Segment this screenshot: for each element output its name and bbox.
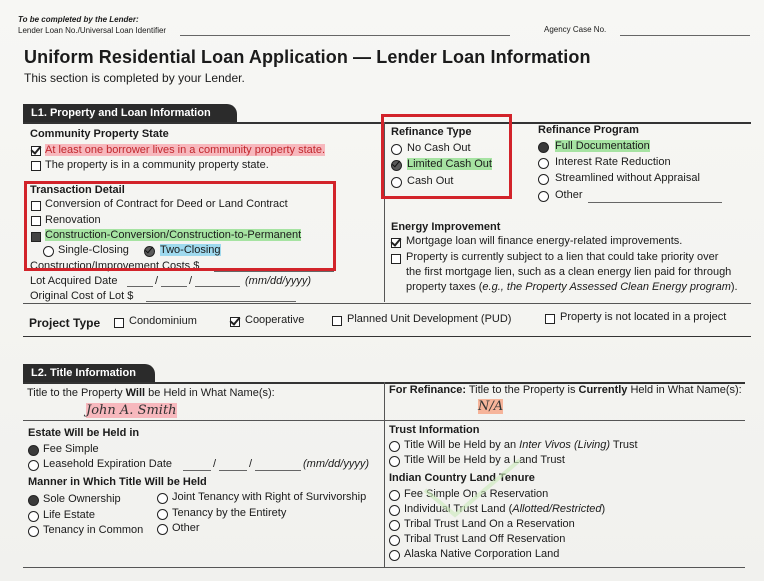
construction-costs-field[interactable] [214,271,334,272]
transaction-detail-annotation [24,181,336,271]
individual-trust-label: Individual Trust Land (Allotted/Restricted) [404,503,606,515]
fee-simple-label: Fee Simple [43,443,99,455]
indian-country-title: Indian Country Land Tenure [389,472,535,484]
no-cash-out-label: No Cash Out [407,142,471,154]
refinance-type-title: Refinance Type [391,126,472,138]
leasehold-label: Leasehold Expiration Date [43,458,173,470]
transaction-detail-title: Transaction Detail [30,184,125,196]
tribal-on-label: Tribal Trust Land On a Reservation [404,518,575,530]
l2-bottom-line [23,567,745,568]
l1-section-tab: L1. Property and Loan Information [23,104,237,123]
energy-opt2-checkbox[interactable] [391,254,401,264]
trans-opt2-label: Renovation [45,214,101,226]
leasehold-mm[interactable] [183,470,211,471]
lot-acquired-label: Lot Acquired Date [30,275,118,287]
agency-case-field[interactable] [620,35,750,36]
other-program-label: Other [555,189,583,201]
energy-opt2-line2: the first mortgage lien, such as a clean energy lien paid for through [406,266,732,278]
title-held-label: Title to the Property Will be Held in What Name(s): [27,387,275,399]
community-opt2-label: The property is in a community property state. [45,159,269,171]
date-slash: / [249,458,253,470]
leasehold-date-format: (mm/dd/yyyy) [303,458,369,470]
condominium-label: Condominium [129,315,197,327]
lot-acquired-mm[interactable] [127,286,153,287]
energy-improvement-title: Energy Improvement [391,221,501,233]
energy-opt2-line1: Property is currently subject to a lien that could take priority over [406,251,719,263]
project-type-label: Project Type [29,316,101,330]
other-program-field[interactable] [588,202,722,203]
leasehold-dd[interactable] [219,470,247,471]
lot-acquired-yyyy[interactable] [195,286,240,287]
trust-title: Trust Information [389,424,480,436]
tenancy-common-radio[interactable] [28,526,39,537]
refinance-type-annotation [381,114,512,199]
pud-checkbox[interactable] [332,316,342,326]
title-name-value[interactable]: John A. Smith [86,403,177,418]
community-opt2-checkbox[interactable] [31,161,41,171]
individual-trust-radio[interactable] [389,505,400,516]
life-estate-radio[interactable] [28,511,39,522]
original-cost-label: Original Cost of Lot $ [30,290,134,302]
land-trust-label: Title Will be Held by a Land Trust [404,454,565,466]
joint-tenancy-radio[interactable] [157,493,168,504]
trans-opt3-label: Construction-Conversion/Construction-to-Permanent [45,229,302,241]
lot-acquired-dd[interactable] [161,286,187,287]
construction-costs-label: Construction/Improvement Costs $ [30,260,200,272]
joint-tenancy-label: Joint Tenancy with Right of Survivorship [172,491,367,503]
project-type-top-line [23,303,751,304]
completed-by-label: To be completed by the Lender: [18,15,139,24]
loan-no-field[interactable] [180,35,510,36]
agency-case-label: Agency Case No. [544,25,607,34]
full-doc-radio[interactable] [538,142,549,153]
refinance-name-value[interactable]: N/A [478,399,504,414]
lot-date-format: (mm/dd/yyyy) [245,275,311,287]
energy-opt1-checkbox[interactable] [391,238,401,248]
l1-bottom-line [23,336,751,337]
cooperative-checkbox[interactable] [230,317,240,327]
energy-opt2-line3: property taxes (e.g., the Property Assessed Clean Energy program). [406,281,738,293]
manner-title: Manner in Which Title Will be Held [28,476,207,488]
interest-rate-label: Interest Rate Reduction [555,156,671,168]
not-in-project-checkbox[interactable] [545,314,555,324]
fee-simple-reservation-label: Fee Simple On a Reservation [404,488,549,500]
community-opt1-checkbox[interactable] [31,146,41,156]
estate-title: Estate Will be Held in [28,427,140,439]
date-slash: / [155,275,159,287]
alaska-native-label: Alaska Native Corporation Land [404,548,560,560]
form-subtitle: This section is completed by your Lender. [24,71,245,85]
limited-cash-out-label: Limited Cash Out [407,158,492,170]
sole-ownership-label: Sole Ownership [43,493,121,505]
condominium-checkbox[interactable] [114,318,124,328]
inter-vivos-label: Title Will be Held by an Inter Vivos (Living) Trust [404,439,638,451]
tenancy-entirety-label: Tenancy by the Entirety [172,507,287,519]
fee-simple-radio[interactable] [28,445,39,456]
cash-out-label: Cash Out [407,175,454,187]
refinance-program-title: Refinance Program [538,124,639,136]
other-manner-radio[interactable] [157,524,168,535]
interest-rate-radio[interactable] [538,158,549,169]
streamlined-radio[interactable] [538,174,549,185]
tribal-on-radio[interactable] [389,520,400,531]
form-title: Uniform Residential Loan Application — Lender Loan Information [24,47,591,67]
streamlined-label: Streamlined without Appraisal [555,172,700,184]
fee-simple-reservation-radio[interactable] [389,490,400,501]
land-trust-radio[interactable] [389,456,400,467]
date-slash: / [213,458,217,470]
tribal-off-radio[interactable] [389,535,400,546]
energy-opt1-label: Mortgage loan will finance energy-related improvements. [406,235,683,247]
single-closing-label: Single-Closing [58,244,129,256]
tenancy-entirety-radio[interactable] [157,509,168,520]
refinance-title-label: For Refinance: Title to the Property is Currently Held in What Name(s): [389,384,742,396]
l2-section-tab: L2. Title Information [23,364,155,383]
tenancy-common-label: Tenancy in Common [43,524,144,536]
date-slash: / [189,275,193,287]
sole-ownership-radio[interactable] [28,495,39,506]
original-cost-field[interactable] [146,301,296,302]
two-closing-label: Two-Closing [160,244,221,256]
l2-column-divider [384,382,385,567]
l2-row-divider [23,420,745,421]
leasehold-radio[interactable] [28,460,39,471]
life-estate-label: Life Estate [43,509,95,521]
full-doc-label: Full Documentation [555,140,650,152]
community-opt1-label: At least one borrower lives in a community property state. [45,144,326,156]
pud-label: Planned Unit Development (PUD) [347,313,512,325]
community-property-title: Community Property State [30,128,169,140]
tribal-off-label: Tribal Trust Land Off Reservation [404,533,566,545]
watermark-check-icon [420,455,530,525]
not-in-project-label: Property is not located in a project [560,311,727,323]
leasehold-yyyy[interactable] [255,470,301,471]
loan-no-label: Lender Loan No./Universal Loan Identifier [18,26,167,35]
other-manner-label: Other [172,522,200,534]
inter-vivos-radio[interactable] [389,441,400,452]
cooperative-label: Cooperative [245,314,305,326]
trans-opt1-label: Conversion of Contract for Deed or Land Contract [45,198,288,210]
other-program-radio[interactable] [538,191,549,202]
alaska-native-radio[interactable] [389,550,400,561]
